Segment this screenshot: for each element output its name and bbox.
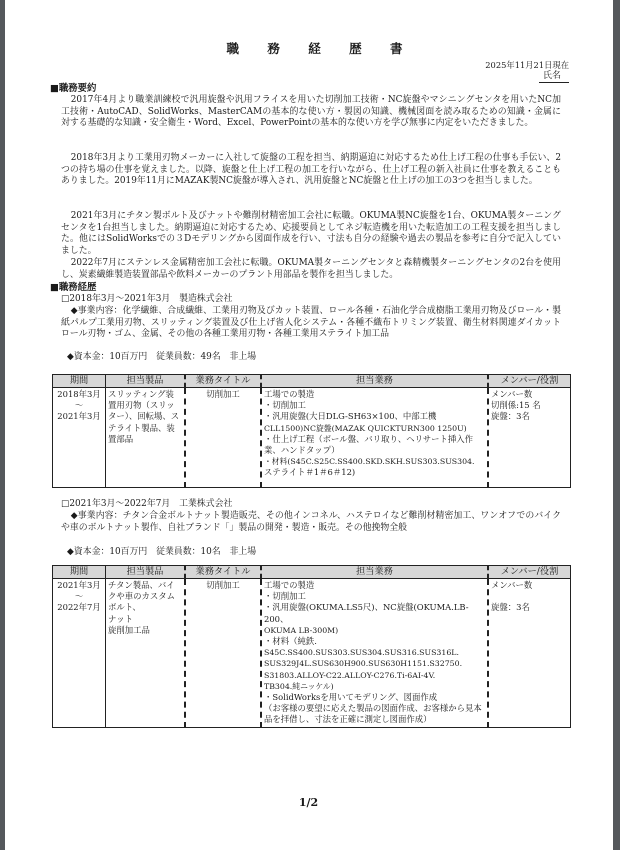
product-line: ナット	[108, 613, 133, 624]
cell-member	[488, 388, 571, 488]
history-heading: ■職務経歴	[50, 282, 97, 293]
duty-line: ・材料（純鉄.	[264, 636, 317, 647]
header-duties: 担当業務	[261, 566, 488, 579]
duty-line: ・汎用旋盤(OKUMA.LS5尺)、NC旋盤(OKUMA.LB-200、	[264, 602, 469, 624]
career-table	[52, 374, 571, 488]
duty-line: ・汎用旋盤(大日DLG-SH63×100、中部工機	[264, 411, 437, 422]
header-member: メンバー/役割	[488, 375, 571, 388]
header-product: 担当製品	[106, 566, 186, 579]
period-separator: ～	[74, 400, 84, 411]
table-row	[53, 388, 571, 488]
document-page	[5, 0, 612, 850]
summary-paragraph: 2018年3月より工業用刃物メーカーに入社して旋盤の工程を担当、納期逼迫に対応するため仕上げ工程の仕事も手伝い、2つの持ち場の仕事を覚えました。以降、旋盤と仕上げ工程の加工を行いながら、仕上げ工程の新入社員に仕事を教えることもありました。2019年11月にMAZAK製NC旋盤が導入され、汎用旋盤とNC旋盤と仕上げの加工の3つを担当しました。	[61, 153, 561, 187]
member-line	[491, 591, 568, 602]
summary-heading: ■職務要約	[50, 83, 97, 94]
member-line: 切削係:15 名	[491, 400, 541, 411]
viewer-right-border	[613, 0, 620, 850]
company-capital: ◆資本金：10百万円 従業員数：10名 非上場	[67, 547, 257, 557]
document-date: 2025年11月21日現在	[485, 60, 569, 70]
header-member: メンバー/役割	[488, 566, 571, 579]
company-capital: ◆資本金：10百万円 従業員数：49名 非上場	[67, 352, 257, 362]
cell-product: スリッティング装置用刃物（スリッター）、回転場、ステライト製品、装置部品	[106, 388, 186, 488]
duty-line: CLL1500)NC旋盤(MAZAK QUICKTURN300 1250U)	[264, 423, 467, 433]
cell-job-title: 切削加工	[185, 579, 261, 728]
header-job-title: 業務タイトル	[185, 375, 261, 388]
document-title: 職 務 経 歴 書	[226, 41, 415, 56]
duty-line: 工場での製造	[264, 389, 315, 399]
company-header: □2018年3月～2021年3月 製造株式会社	[61, 294, 233, 304]
duty-line: 工場での製造	[264, 580, 315, 590]
period-start: 2018年3月	[57, 389, 101, 399]
member-line: 旋盤：3名	[491, 411, 530, 422]
duty-line: S31803.ALLOY-C22.ALLOY-C276.Ti-6AI-4V.	[264, 670, 436, 680]
product-line: 旋削加工品	[108, 624, 150, 635]
member-line: 旋盤：3名	[491, 602, 530, 613]
table-header-row	[53, 566, 571, 579]
period-start: 2021年3月	[57, 580, 101, 590]
header-duties: 担当業務	[261, 375, 488, 388]
cell-duties	[261, 579, 488, 728]
duty-line: OKUMA LB-300M)	[264, 625, 339, 635]
table-row	[53, 579, 571, 728]
duty-line: ステライト＃1＃6＃12)	[264, 467, 356, 478]
cell-job-title: 切削加工	[185, 388, 261, 488]
table-header-row	[53, 375, 571, 388]
header-product: 担当製品	[106, 375, 186, 388]
period-separator: ～	[74, 591, 84, 602]
header-period: 期間	[53, 566, 106, 579]
company-business: ◆事業内容：チタン合金ボルトナット製造販売、その他インコネル、ハステロイなど難削材精密加工、ワンオフでのバイクや車のボルトナット製作、自社ブランド「」製品の開発・製造・販売。その他挽物全般	[61, 511, 561, 533]
duty-line: TB304.純ニッケル)	[264, 681, 334, 691]
cell-product	[106, 579, 186, 728]
member-line: メンバー数	[491, 580, 533, 590]
duty-line: ・SolidWorksを用いてモデリング、図面作成	[264, 692, 438, 703]
duty-line: ・材料(S45C.S25C.SS400.SKD.SKH.SUS303.SUS304.	[264, 457, 475, 467]
page-number: 1/2	[298, 796, 319, 809]
cell-duties	[261, 388, 488, 488]
career-table	[52, 565, 571, 728]
duty-line: SUS329J4L.SUS630H900.SUS630H1151.S32750.	[264, 659, 463, 669]
cell-period	[53, 579, 106, 728]
cell-period	[53, 388, 106, 488]
summary-paragraph: 2017年4月より職業訓練校で汎用旋盤や汎用フライスを用いた切削加工技術・NC旋盤やマシニングセンタを用いたNC加工技術・AutoCAD、SolidWorks、MasterCAMの基本的な使い方・製図の知識、機械図面を読み取るための知識・金属に対する基礎的な知識・安全衛生・Word、Excel、PowerPointの基本的な使い方を学び無事に内定をいただきました。	[61, 95, 561, 129]
duty-line: （お客様の要望に応えた製品の図面作成、お客様から見本品を拝借し、寸法を正確に測定し図面作成）	[264, 703, 482, 725]
name-field: 氏名	[539, 70, 569, 83]
summary-paragraph: 2022年7月にステンレス金属精密加工会社に転職。OKUMA製ターニングセンタと森精機製ターニングセンタの2台を使用し、炭素繊維製造装置部品や飲料メーカーのプラント用部品を製作を担当しました。	[61, 258, 561, 280]
product-line: チタン製品、バイクや車のカスタムボルト、	[108, 580, 175, 613]
duty-line: ・仕上げ工程（ボール盤、バリ取り、ヘリサート挿入作業、ハンドタップ）	[264, 433, 474, 456]
company-business: ◆事業内容：化学繊維、合成繊維、工業用刃物及びカット装置、ロール各種・石油化学合成樹脂工業用刃物及びロール・製紙パルプ工業用刃物、スリッティング装置及び仕上げ省人化システム・各種不織布トリミング装置、衛生材料関連ダイカットロール刃物・ゴム、金属、その他の各種工業用刃物・各種工業用ステライト加工品	[61, 306, 561, 340]
header-job-title: 業務タイトル	[185, 566, 261, 579]
member-line: メンバー数	[491, 389, 533, 399]
period-end: 2021年3月	[57, 411, 101, 422]
period-end: 2022年7月	[57, 602, 101, 613]
duty-line: ・切削加工	[264, 400, 306, 411]
cell-member	[488, 579, 571, 728]
company-header: □2021年3月～2022年7月 工業株式会社	[61, 499, 233, 509]
duty-line: S45C.SS400.SUS303.SUS304.SUS316.SUS316L.	[264, 648, 459, 658]
duty-line: ・切削加工	[264, 591, 306, 602]
header-period: 期間	[53, 375, 106, 388]
summary-paragraph: 2021年3月にチタン製ボルト及びナットや難削材精密加工会社に転職。OKUMA製NC旋盤を1台、OKUMA製ターニングセンタを1台担当しました。納期逼迫に対応するため、応援要員としてネジ転造機を用いた転造加工の工程支援を担当しました。他にはSolidWorksでの３Dモデリングから図面作成を行い、寸法も自分の経験や過去の製品を参考に自分で記入していました。	[61, 211, 561, 256]
